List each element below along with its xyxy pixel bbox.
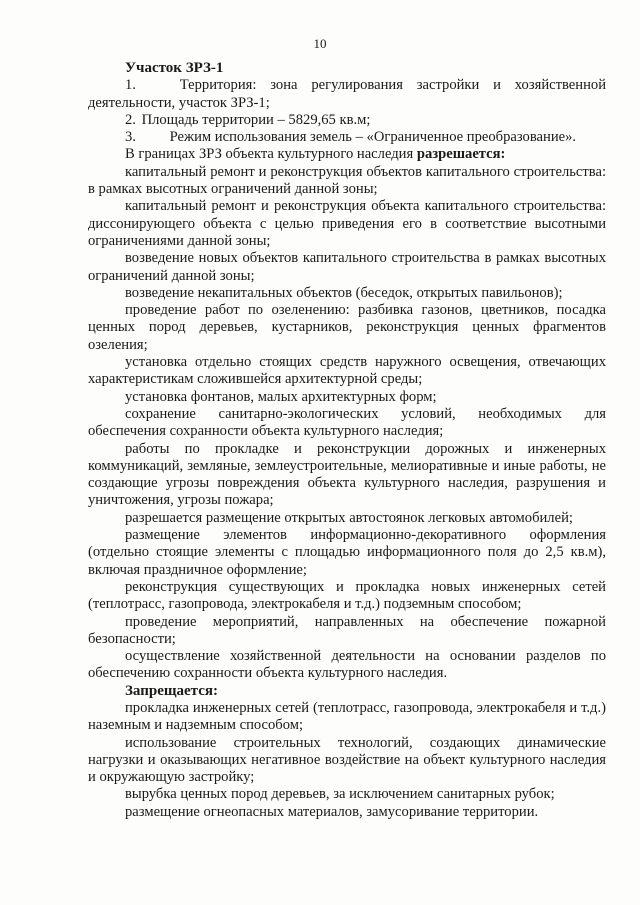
item-text: Территория: зона регулирования застройки и хозяйственной деятельности, участок ЗРЗ-1;	[88, 77, 606, 111]
permitted-item: реконструкция существующих и прокладка новых инженерных сетей (теплотрасс, газопровода, электрокабеля и т.д.) подземным способом;	[88, 578, 606, 613]
permitted-item: сохранение санитарно-экологических условий, необходимых для обеспечения сохранности объекта культурного наследия;	[88, 405, 606, 440]
item-text: Площадь территории – 5829,65 кв.м;	[141, 111, 371, 128]
permitted-item: разрешается размещение открытых автостоянок легковых автомобилей;	[125, 509, 573, 526]
prohibited-item: размещение огнеопасных материалов, замусоривание территории.	[125, 803, 539, 820]
item-number: 3.	[125, 129, 136, 146]
permitted-word: разрешается:	[416, 146, 506, 163]
page-number: 10	[313, 36, 327, 51]
section-title: Участок ЗРЗ-1	[125, 60, 224, 76]
permitted-item: возведение некапитальных объектов (беседок, открытых павильонов);	[125, 284, 563, 301]
prohibited-item: использование строительных технологий, создающих динамические нагрузки и оказывающих негативное воздействие на объект культурного наследия и окружающую застройку;	[88, 734, 606, 786]
permitted-item: капитальный ремонт и реконструкция объектов капитального строительства: в рамках высотных ограничений данной зоны;	[88, 163, 606, 198]
permitted-item: проведение мероприятий, направленных на обеспечение пожарной безопасности;	[88, 613, 606, 647]
numbered-item	[88, 112, 606, 129]
permitted-item: установка отдельно стоящих средств наружного освещения, отвечающих характеристикам сложившейся архитектурной среды;	[88, 354, 606, 388]
permitted-intro-line	[88, 146, 606, 163]
numbered-item	[88, 129, 606, 146]
prohibited-item: вырубка ценных пород деревьев, за исключением санитарных рубок;	[125, 786, 555, 803]
item-number: 1.	[125, 77, 136, 94]
permitted-item: размещение элементов информационно-декоративного оформления (отдельно стоящие элементы с площадью информационного поля до 2,5 кв.м), включая праздничное оформление;	[88, 527, 606, 578]
permitted-item: капитальный ремонт и реконструкция объекта капитального строительства: диссонирующего объекта с целью приведения его в соответствие высотными ограничениями данной зоны;	[88, 198, 606, 249]
prohibited-title: Запрещается:	[125, 682, 219, 699]
document-body	[88, 60, 606, 821]
permitted-item: возведение новых объектов капитального строительства в рамках высотных ограничений данной зоны;	[88, 250, 606, 284]
permitted-item: работы по прокладке и реконструкции дорожных и инженерных коммуникаций, земляные, землеустроительные, мелиоративные и иные работы, не создающие угрозы повреждения объекта культурного наследия, разрушения и уничтожения, угрозы пожара;	[88, 440, 606, 509]
item-number: 2.	[125, 111, 136, 128]
item-text: Режим использования земель – «Ограниченное преобразование».	[169, 129, 577, 146]
permitted-item: проведение работ по озеленению: разбивка газонов, цветников, посадка ценных пород деревьев, кустарников, реконструкция ценных фрагментов озеления;	[88, 302, 606, 353]
prohibited-item: прокладка инженерных сетей (теплотрасс, газопровода, электрокабеля и т.д.) наземным и надземным способом;	[88, 699, 606, 734]
permitted-item: осуществление хозяйственной деятельности на основании разделов по обеспечению сохранности объекта культурного наследия.	[88, 648, 606, 682]
permitted-item: установка фонтанов, малых архитектурных форм;	[125, 388, 437, 405]
permitted-intro: В границах ЗРЗ объекта культурного наследия	[125, 146, 417, 163]
numbered-item	[88, 77, 606, 112]
